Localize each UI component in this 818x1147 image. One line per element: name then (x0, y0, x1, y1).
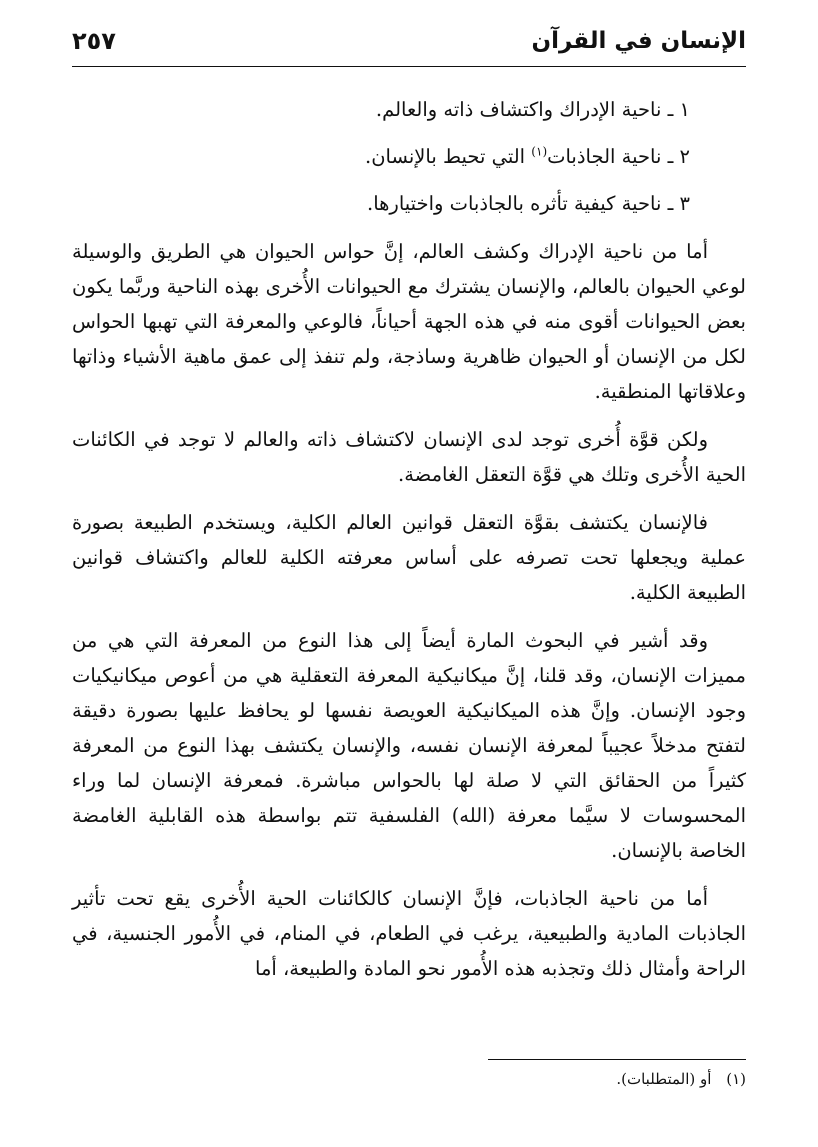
list-item-number: ١ ـ (667, 98, 690, 121)
footnote (72, 1064, 746, 1094)
body-text (72, 92, 746, 999)
list-item-text: التي تحيط بالإنسان. (365, 145, 532, 168)
page-number: ٢٥٧ (72, 27, 116, 55)
paragraph-reason: ولكن قوَّة أُخرى توجد لدى الإنسان لاكتشاف ذاته والعالم لا توجد في الكائنات الحية الأُخرى وتلك هي قوَّة التعقل الغامضة. (72, 428, 746, 486)
aspects-list (72, 92, 746, 221)
running-title: الإنسان في القرآن (531, 28, 746, 54)
header-rule (72, 66, 746, 67)
list-item-text: ناحية كيفية تأثره بالجاذبات واختيارها. (367, 192, 662, 215)
list-item-number: ٣ ـ (667, 192, 690, 215)
footnote-marker: (١) (726, 1070, 746, 1088)
list-item-text: ناحية الإدراك واكتشاف ذاته والعالم. (375, 98, 662, 121)
paragraph-attractions: أما من ناحية الجاذبات، فإنَّ الإنسان كالكائنات الحية الأُخرى يقع تحت تأثير الجاذبات المادية والطبيعية، يرغب في الطعام، في المنام، في الأُمور الجنسية، في الراحة وأمثال ذلك وتجذبه هذه الأُمور نحو المادة والطبيعة، أما (72, 887, 746, 980)
footnote-text: أو (المتطلبات). (616, 1070, 712, 1088)
footnote-reference[interactable]: (١) (531, 144, 548, 159)
paragraph-laws: فالإنسان يكتشف بقوَّة التعقل قوانين العالم الكلية، ويستخدم الطبيعة بصورة عملية ويجعلها تحت تصرفه على أساس معرفته الكلية للعالم واكتشاف قوانين الطبيعة الكلية. (72, 511, 746, 604)
page-header (72, 20, 746, 64)
list-item-number: ٢ ـ (667, 145, 690, 168)
list-item (72, 139, 690, 174)
paragraph-knowledge: وقد أشير في البحوث المارة أيضاً إلى هذا النوع من المعرفة التي هي من مميزات الإنسان، وقد قلنا، إنَّ ميكانيكية المعرفة التعقلية هي من أعوص ميكانيكيات وجود الإنسان. وإنَّ هذه الميكانيكية العويصة نفسها لو يحافظ عليها بصورة دقيقة لتفتح مدخلاً عجيباً لمعرفة الإنسان نفسه، والإنسان يكتشف بهذا النوع من المعرفة كثيراً من الحقائق التي لا صلة لها بالحواس مباشرة. فمعرفة الإنسان لما وراء المحسوسات لا سيَّما معرفة (الله) الفلسفية تتم بواسطة هذه القابلية الغامضة الخاصة بالإنسان. (72, 629, 746, 862)
footnote-rule (488, 1059, 746, 1060)
paragraph-perception: أما من ناحية الإدراك وكشف العالم، إنَّ حواس الحيوان هي الطريق والوسيلة لوعي الحيوان بالعالم، والإنسان يشترك مع الحيوانات الأُخرى بهذه الناحية وربَّما يكون بعض الحيوانات أقوى منه في هذه الجهة أحياناً، فالوعي والمعرفة التي تهبها الحواس لكل من الإنسان أو الحيوان ظاهرية وساذجة، ولم تنفذ إلى عمق ماهية الأشياء وذاتها وعلاقاتها المنطقية. (72, 240, 746, 403)
list-item-text: ناحية الجاذبات (547, 145, 662, 168)
list-item (72, 92, 690, 127)
list-item (72, 186, 690, 221)
